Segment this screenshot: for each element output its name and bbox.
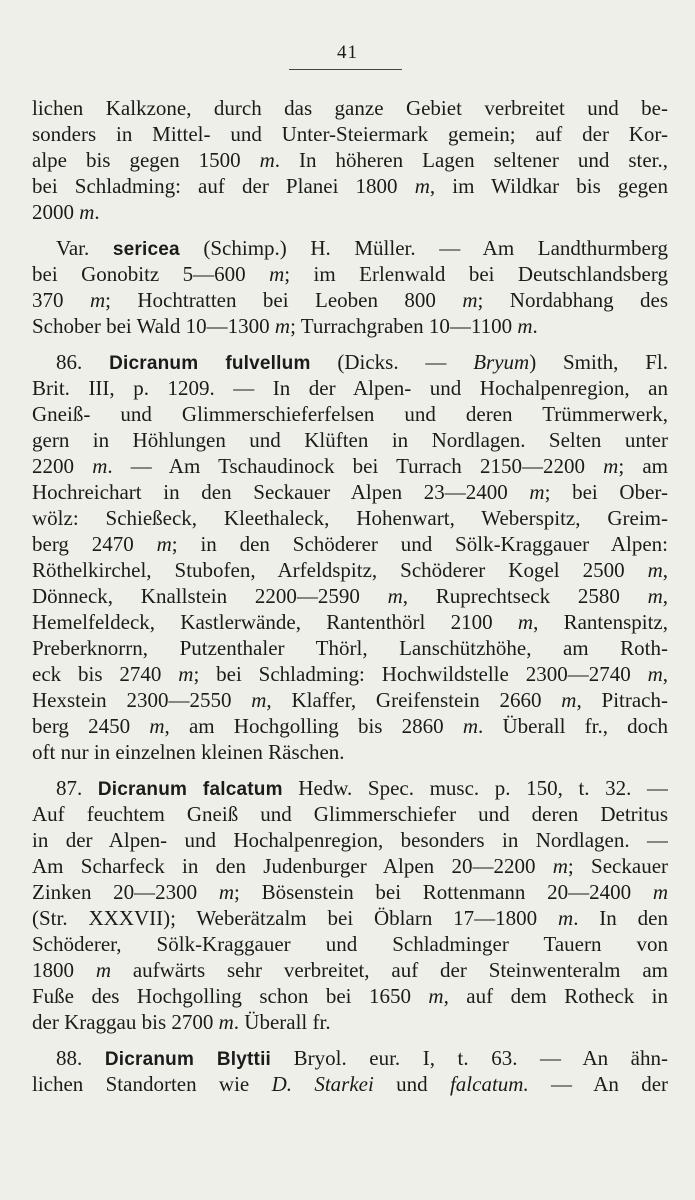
text-line: Schöderer, Sölk-Kraggauer und Schladminger Tauern von: [32, 932, 668, 956]
text-line: bei Gonobitz 5—600 m; im Erlenwald bei Deutschlandsberg: [32, 262, 668, 286]
text-line: lichen Kalkzone, durch das ganze Gebiet verbreitet und be-: [32, 96, 668, 120]
text-line: 2200 m. — Am Tschaudinock bei Turrach 2150—2200 m; am: [32, 454, 668, 478]
text-line: oft nur in einzelnen kleinen Räschen.: [32, 740, 345, 764]
text-line: 87. Dicranum falcatum Hedw. Spec. musc. p. 150, t. 32. —: [56, 776, 668, 800]
paragraph-kalkzone: [32, 95, 668, 225]
text-line: berg 2470 m; in den Schöderer und Sölk-Kraggauer Alpen:: [32, 532, 668, 556]
text-line: wölz: Schießeck, Kleethaleck, Hohenwart, Weberspitz, Greim-: [32, 506, 668, 530]
text-line: Am Scharfeck in den Judenburger Alpen 20—2200 m; Seckauer: [32, 854, 668, 878]
text-line: Dönneck, Knallstein 2200—2590 m, Ruprechtseck 2580 m,: [32, 584, 668, 608]
text-line: (Str. XXXVII); Weberätzalm bei Öblarn 17—1800 m. In den: [32, 906, 668, 930]
text-line: Gneiß- und Glimmerschieferfelsen und deren Trümmerwerk,: [32, 402, 668, 426]
text-line: bei Schladming: auf der Planei 1800 m, im Wildkar bis gegen: [32, 174, 668, 198]
text-line: in der Alpen- und Hochalpenregion, besonders in Nordlagen. —: [32, 828, 668, 852]
page-body: [32, 95, 668, 1097]
text-line: Röthelkirchel, Stubofen, Arfeldspitz, Schöderer Kogel 2500 m,: [32, 558, 668, 582]
text-line: Hexstein 2300—2550 m, Klaffer, Greifenstein 2660 m, Pitrach-: [32, 688, 668, 712]
text-line: Var. sericea (Schimp.) H. Müller. — Am Landthurmberg: [56, 236, 668, 260]
text-line: sonders in Mittel- und Unter-Steiermark gemein; auf der Kor-: [32, 122, 668, 146]
paragraph-dicranum-blyttii: [32, 1045, 668, 1097]
text-line: 86. Dicranum fulvellum (Dicks. — Bryum) Smith, Fl.: [56, 350, 668, 374]
text-line: alpe bis gegen 1500 m. In höheren Lagen seltener und ster.,: [32, 148, 668, 172]
paragraph-dicranum-falcatum: [32, 775, 668, 1035]
text-line: Schober bei Wald 10—1300 m; Turrachgraben 10—1100 m.: [32, 314, 538, 338]
text-line: Fuße des Hochgolling schon bei 1650 m, auf dem Rotheck in: [32, 984, 668, 1008]
text-line: 370 m; Hochtratten bei Leoben 800 m; Nordabhang des: [32, 288, 668, 312]
text-line: Zinken 20—2300 m; Bösenstein bei Rottenmann 20—2400 m: [32, 880, 668, 904]
text-line: gern in Höhlungen und Klüften in Nordlagen. Selten unter: [32, 428, 668, 452]
text-line: der Kraggau bis 2700 m. Überall fr.: [32, 1010, 331, 1034]
paragraph-var-sericea: [32, 235, 668, 339]
text-line: berg 2450 m, am Hochgolling bis 2860 m. Überall fr., doch: [32, 714, 668, 738]
header-rule: [289, 69, 402, 70]
text-line: Auf feuchtem Gneiß und Glimmerschiefer und deren Detritus: [32, 802, 668, 826]
text-line: Hemelfeldeck, Kastlerwände, Rantenthörl 2100 m, Rantenspitz,: [32, 610, 668, 634]
page-number: 41: [337, 42, 358, 63]
paragraph-dicranum-fulvellum: [32, 349, 668, 765]
text-line: 2000 m.: [32, 200, 100, 224]
text-line: lichen Standorten wie D. Starkei und falcatum. — An der: [32, 1072, 668, 1096]
text-line: 88. Dicranum Blyttii Bryol. eur. I, t. 63. — An ähn-: [56, 1046, 668, 1070]
text-line: Hochreichart in den Seckauer Alpen 23—2400 m; bei Ober-: [32, 480, 668, 504]
text-line: Preberknorrn, Putzenthaler Thörl, Lanschützhöhe, am Roth-: [32, 636, 668, 660]
text-line: eck bis 2740 m; bei Schladming: Hochwildstelle 2300—2740 m,: [32, 662, 668, 686]
text-line: Brit. III, p. 1209. — In der Alpen- und Hochalpenregion, an: [32, 376, 668, 400]
text-line: 1800 m aufwärts sehr verbreitet, auf der Steinwenteralm am: [32, 958, 668, 982]
